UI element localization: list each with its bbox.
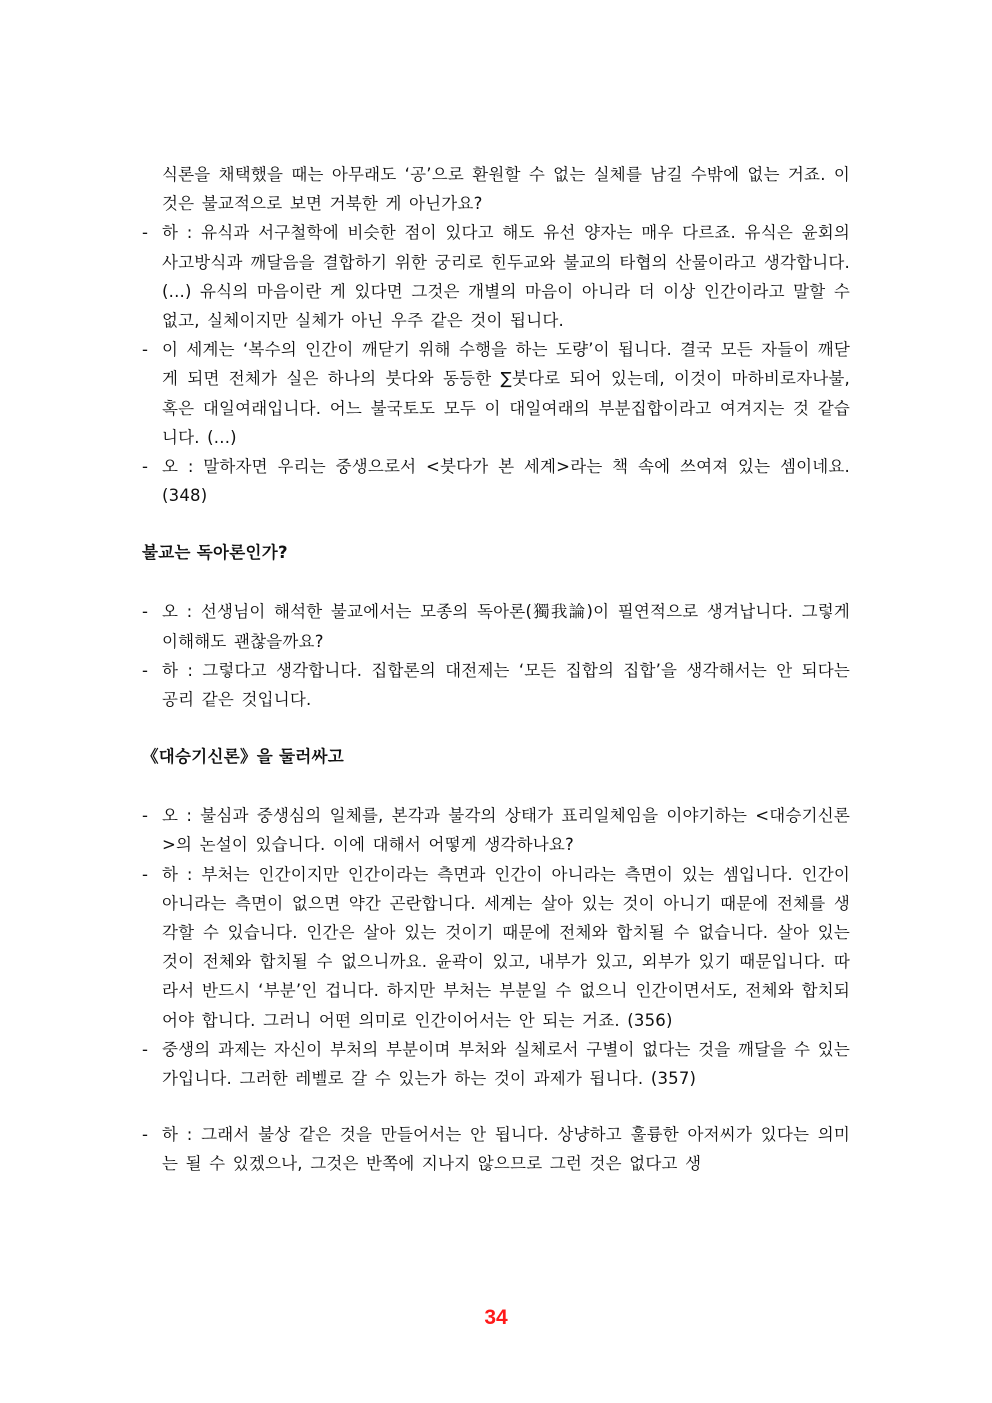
dialogue-item [142, 1120, 850, 1178]
dialogue-text: 하 : 그렇다고 생각합니다. 집합론의 대전제는 ‘모든 집합의 집합’을 생각해서는 안 되다는 공리 같은 것입니다. [162, 660, 850, 710]
section-dialogue-2 [142, 597, 850, 714]
page-number: 34 [484, 1306, 508, 1329]
dialogue-item [142, 335, 850, 452]
bullet-dash: - [142, 806, 149, 826]
dialogue-text: 오 : 불심과 중생심의 일체를, 본각과 불각의 상태가 표리일체임을 이야기하는 <대승기신론>의 논설이 있습니다. 이에 대해서 어떻게 생각하나요? [162, 806, 850, 855]
bullet-dash: - [142, 864, 149, 884]
bullet-dash: - [142, 660, 149, 680]
dialogue-text: 이 세계는 ‘복수의 인간이 깨닫기 위해 수행을 하는 도량’이 됩니다. 결국 모든 자들이 깨닫게 되면 전체가 실은 하나의 붓다와 동등한 ∑붓다로 되어 있는데, 이것이 마하비로자나불, 혹은 대일여래입니다. 어느 불국토도 모두 이 대일여래의 부분집합이라고 여겨지는 것 같습니다. (...) [162, 340, 850, 447]
dialogue-item [142, 597, 850, 655]
bullet-dash: - [142, 1039, 149, 1059]
dialogue-item [142, 452, 850, 510]
dialogue-text: 오 : 말하자면 우리는 중생으로서 <붓다가 본 세계>라는 책 속에 쓰여져 있는 셈이네요. (348) [162, 457, 850, 506]
bullet-dash: - [142, 457, 149, 477]
paragraph-continuation: 식론을 채택했을 때는 아무래도 ‘공’으로 환원할 수 없는 실체를 남길 수밖에 없는 거죠. 이것은 불교적으로 보면 거북한 게 아닌가요? [162, 165, 850, 214]
dialogue-text: 하 : 유식과 서구철학에 비슷한 점이 있다고 해도 유선 양자는 매우 다르죠. 유식은 윤회의 사고방식과 깨달음을 결합하기 위한 궁리로 힌두교와 불교의 타협의 산물이라고 생각합니다. (...) 유식의 마음이란 게 있다면 그것은 개별의 마음이 아니라 더 이상 인간이라고 말할 수 없고, 실체이지만 실체가 아닌 우주 같은 것이 됩니다. [162, 223, 850, 331]
bullet-dash: - [142, 223, 149, 243]
section-heading-solipsism: 불교는 독아론인가? [142, 543, 288, 563]
dialogue-item [142, 1035, 850, 1093]
section-dialogue-1 [142, 218, 850, 510]
dialogue-text: 오 : 선생님이 해석한 불교에서는 모종의 독아론(獨我論)이 필연적으로 생겨납니다. 그렇게 이해해도 괜찮을까요? [162, 602, 850, 651]
dialogue-text: 중생의 과제는 자신이 부처의 부분이며 부처와 실체로서 구별이 없다는 것을 깨달을 수 있는가입니다. 그러한 레벨로 갈 수 있는가 하는 것이 과제가 됩니다. (357) [162, 1039, 850, 1089]
bullet-dash: - [142, 1125, 149, 1145]
dialogue-item [142, 860, 850, 1035]
document-page [142, 160, 850, 1179]
dialogue-text: 하 : 그래서 불상 같은 것을 만들어서는 안 됩니다. 상냥하고 훌륭한 아저씨가 있다는 의미는 될 수 있겠으나, 그것은 반쪽에 지나지 않으므로 그런 것은 없다고 생 [162, 1125, 850, 1174]
dialogue-text: 하 : 부처는 인간이지만 인간이라는 측면과 인간이 아니라는 측면이 있는 셈입니다. 인간이 아니라는 측면이 없으면 약간 곤란합니다. 세계는 살아 있는 것이 아니기 때문에 전체를 생각할 수 있습니다. 인간은 살아 있는 것이기 때문에 전체와 합치될 수 없습니다. 살아 있는 것이 전체와 합치될 수 없으니까요. 윤곽이 있고, 내부가 있고, 외부가 있기 때문입니다. 따라서 반드시 ‘부분’인 겁니다. 하지만 부처는 부분일 수 없으니 인간이면서도, 전체와 합치되어야 합니다. 그러니 어떤 의미로 인간이어서는 안 되는 거죠. (356) [162, 864, 850, 1030]
section-heading-awakening-of-faith: 《대승기신론》을 둘러싸고 [142, 747, 345, 767]
dialogue-item [142, 801, 850, 859]
dialogue-item [142, 656, 850, 714]
bullet-dash: - [142, 602, 149, 622]
dialogue-item [142, 218, 850, 335]
section-dialogue-3 [142, 801, 850, 1178]
bullet-dash: - [142, 340, 149, 360]
